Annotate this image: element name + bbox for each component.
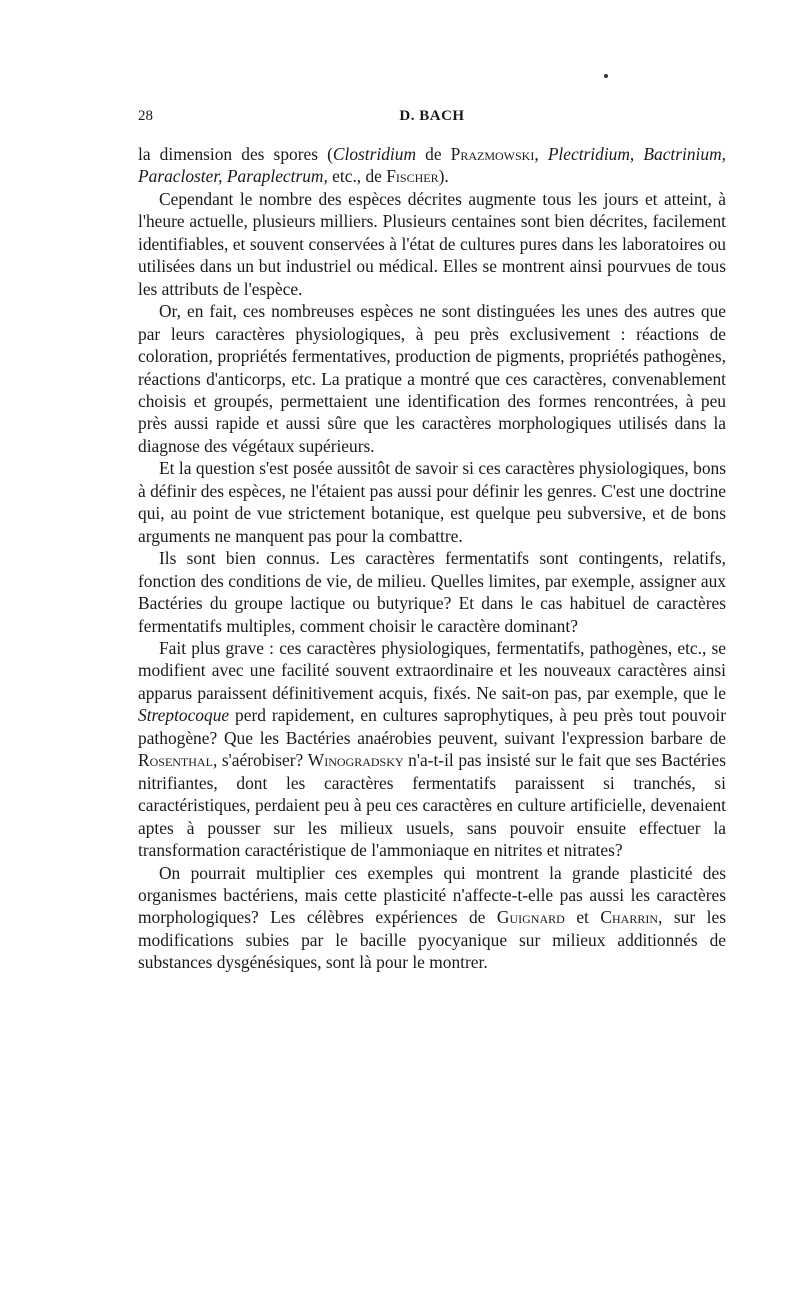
text-run: , xyxy=(534,144,548,164)
page-header xyxy=(138,108,726,132)
text-run: Cependant le nombre des espèces décrites augmente tous les jours et atteint, à l'heure actuelle, plusieurs milliers. Plusieurs centaines sont bien décrites, facilement identifiables, et souvent conservées à l'état de cultures pures dans les laboratoires ou utilisées dans un but industriel ou médical. Elles se montrent ainsi pourvues de tous les attributs de l'espèce. xyxy=(138,188,726,299)
italic-text: Plectridium, Bactrinium, Paracloster, Paraplectrum, xyxy=(138,144,726,187)
author-name: Guignard xyxy=(496,907,565,928)
text-run: de xyxy=(416,144,451,164)
paragraph xyxy=(138,188,726,300)
text-run: etc., de xyxy=(327,166,387,187)
text-run: , s'aérobiser? xyxy=(212,750,308,771)
author-name: Winogradsky xyxy=(307,750,404,771)
text-run: n'a-t-il pas insisté sur le fait que ses Bactéries nitrifiantes, dont les caractères fermentatifs paraissent si tranchés, si caractéristiques, perdaient peu à peu ces caractères en culture artificielle, devenaient aptes à pousser sur les milieux usuels, sans pouvoir ensuite effectuer la transformation caractéristique de l'ammoniaque en nitrites et nitrates? xyxy=(138,750,726,861)
text-run: perd rapidement, en cultures saprophytiques, à peu près tout pouvoir pathogène? Que les Bactéries anaérobies peuvent, suivant l'expression barbare de xyxy=(138,705,726,748)
paragraph xyxy=(138,457,726,547)
text-run: Ils sont bien connus. Les caractères fermentatifs sont contingents, relatifs, fonction des conditions de vie, de milieu. Quelles limites, par exemple, assigner aux Bactéries du groupe lactique ou butyrique? Et dans le cas habituel de caractères fermentatifs multiples, comment choisir le caractère dominant? xyxy=(138,548,726,636)
body-text xyxy=(138,143,726,974)
text-run: ). xyxy=(438,166,449,187)
author-name: Rosenthal xyxy=(138,750,213,771)
paragraph xyxy=(138,547,726,637)
running-head: D. BACH xyxy=(399,108,465,124)
text-run: et xyxy=(564,907,601,928)
paragraph xyxy=(138,862,726,974)
text-run: Fait plus grave : ces caractères physiologiques, fermentatifs, pathogènes, etc., se modifient avec une facilité souvent extraordinaire et les nouveaux caractères ainsi apparus paraissent définitivement acquis, fixés. Ne sait-on pas, par exemple, que le xyxy=(138,637,726,703)
paragraph xyxy=(138,300,726,457)
author-name: Fischer xyxy=(386,166,439,187)
text-run: Or, en fait, ces nombreuses espèces ne sont distinguées les unes des autres que par leurs caractères physiologiques, à peu près exclusivement : réactions de coloration, propriétés fermentatives, production de pigments, propriétés pathogènes, réactions d'anticorps, etc. La pratique a montré que ces caractères, convenablement choisis et groupés, permettaient une identification des formes rencontrées, à peu près aussi rapide et aussi sûre que les caractères morphologiques utilisés dans la diagnose des végétaux supérieurs. xyxy=(138,301,726,456)
page-number: 28 xyxy=(138,108,153,124)
author-name: Charrin xyxy=(600,907,659,928)
italic-text: Streptocoque xyxy=(138,705,230,726)
text-run: , sur les modifications subies par le bacille pyocyanique sur milieux additionnés de substances dysgénésiques, sont là pour le montrer. xyxy=(138,907,726,973)
text-run: Et la question s'est posée aussitôt de savoir si ces caractères physiologiques, bons à définir des espèces, ne l'étaient pas aussi pour définir les genres. C'est une doctrine qui, au point de vue strictement botanique, est quelque peu subversive, et de bons arguments ne manquent pas pour la combattre. xyxy=(138,458,726,546)
print-speck xyxy=(604,74,608,78)
text-run: On pourrait multiplier ces exemples qui montrent la grande plasticité des organismes bactériens, mais cette plasticité n'affecte-t-elle pas aussi les caractères morphologiques? Les célèbres expériences de xyxy=(138,862,726,928)
paragraph xyxy=(138,143,726,188)
book-page xyxy=(138,108,726,974)
italic-text: Clostridium xyxy=(332,144,417,164)
author-name: Prazmowski xyxy=(450,144,535,164)
text-run: la dimension des spores ( xyxy=(138,144,333,164)
paragraph xyxy=(138,637,726,862)
